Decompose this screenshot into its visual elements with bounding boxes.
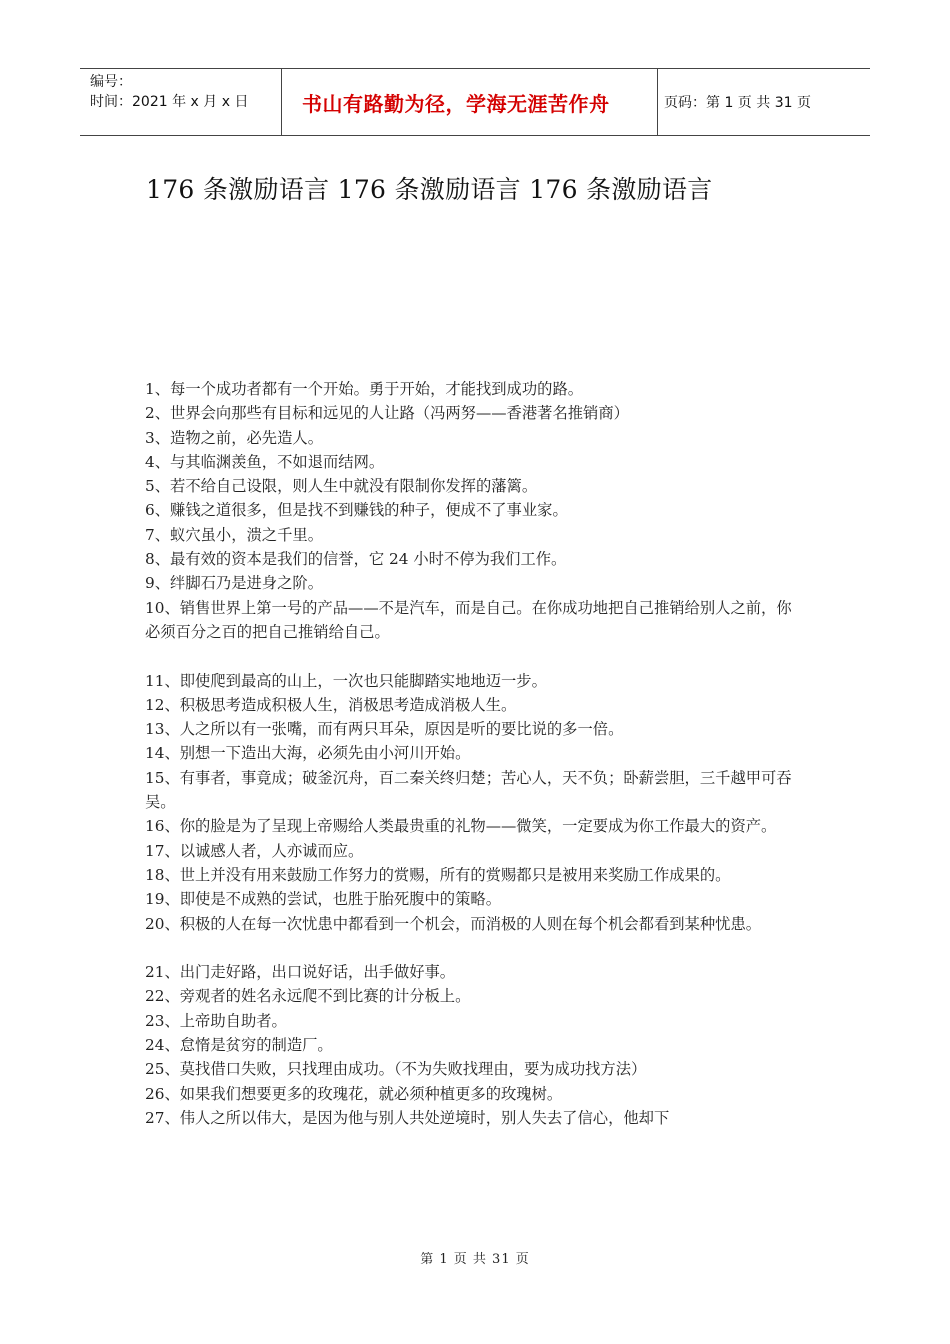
quote-item: 12、积极思考造成积极人生，消极思考造成消极人生。: [145, 695, 517, 714]
quote-item: 18、世上并没有用来鼓励工作努力的赏赐，所有的赏赐都只是被用来奖励工作成果的。: [145, 865, 731, 884]
quote-item: 9、绊脚石乃是进身之阶。: [145, 574, 323, 593]
quote-item: 16、你的脸是为了呈现上帝赐给人类最贵重的礼物——微笑，一定要成为你工作最大的资产。: [145, 817, 777, 836]
document-number: 编号：: [90, 74, 132, 90]
quote-item: 23、上帝助自助者。: [145, 1011, 287, 1030]
page-header: [80, 68, 870, 136]
quote-item: 10、销售世界上第一号的产品——不是汽车，而是自己。在你成功地把自己推销给别人之前，你必须百分之百的把自己推销给自己。: [145, 598, 792, 641]
quote-item: 13、人之所以有一张嘴，而有两只耳朵，原因是听的要比说的多一倍。: [145, 720, 624, 739]
quote-item: 21、出门走好路，出口说好话，出手做好事。: [145, 963, 456, 982]
quote-item: 20、积极的人在每一次忧患中都看到一个机会，而消极的人则在每个机会都看到某种忧患。: [145, 914, 762, 933]
quote-item: 15、有事者，事竟成；破釜沉舟，百二秦关终归楚；苦心人，天不负；卧薪尝胆，三千越甲可吞吴。: [145, 768, 792, 812]
document-title: 176 条激励语言 176 条激励语言 176 条激励语言: [146, 175, 713, 204]
document-date: 时间：2021 年 x 月 x 日: [90, 94, 249, 110]
quote-item: 14、别想一下造出大海，必须先由小河川开始。: [145, 744, 471, 763]
group-spacer: [145, 644, 800, 668]
header-meta: [80, 69, 282, 135]
quote-item: 5、若不给自己设限，则人生中就没有限制你发挥的藩篱。: [145, 477, 538, 496]
quote-item: 7、蚁穴虽小，溃之千里。: [145, 525, 323, 544]
quote-item: 26、如果我们想要更多的玫瑰花，就必须种植更多的玫瑰树。: [145, 1084, 563, 1103]
quote-item: 6、赚钱之道很多，但是找不到赚钱的种子，便成不了事业家。: [145, 501, 568, 520]
quote-item: 11、即使爬到最高的山上，一次也只能脚踏实地地迈一步。: [145, 671, 547, 690]
quote-item: 8、最有效的资本是我们的信誉，它 24 小时不停为我们工作。: [145, 550, 567, 569]
quote-item: 19、即使是不成熟的尝试，也胜于胎死腹中的策略。: [145, 890, 501, 909]
quote-item: 27、伟人之所以伟大，是因为他与别人共处逆境时，别人失去了信心，他却下: [145, 1108, 670, 1127]
quote-item: 17、以诚感人者，人亦诚而应。: [145, 841, 364, 860]
group-spacer: [145, 936, 800, 960]
header-page-info: 页码：第 1 页 共 31 页: [664, 95, 811, 111]
quote-item: 2、世界会向那些有目标和远见的人让路（冯两努——香港著名推销商）: [145, 404, 629, 423]
quote-item: 3、造物之前，必先造人。: [145, 428, 323, 447]
quote-item: 1、每一个成功者都有一个开始。勇于开始，才能找到成功的路。: [145, 380, 584, 398]
page-footer: 第 1 页 共 31 页: [420, 1252, 530, 1267]
quote-item: 22、旁观者的姓名永远爬不到比赛的计分板上。: [145, 987, 471, 1006]
quote-item: 24、怠惰是贫穷的制造厂。: [145, 1036, 333, 1055]
quote-item: 4、与其临渊羡鱼，不如退而结网。: [145, 452, 385, 471]
header-motto: 书山有路勤为径，学海无涯苦作舟: [282, 69, 658, 135]
quote-item: 25、莫找借口失败，只找理由成功。（不为失败找理由，要为成功找方法）: [145, 1060, 647, 1079]
quote-list: [145, 377, 800, 1130]
